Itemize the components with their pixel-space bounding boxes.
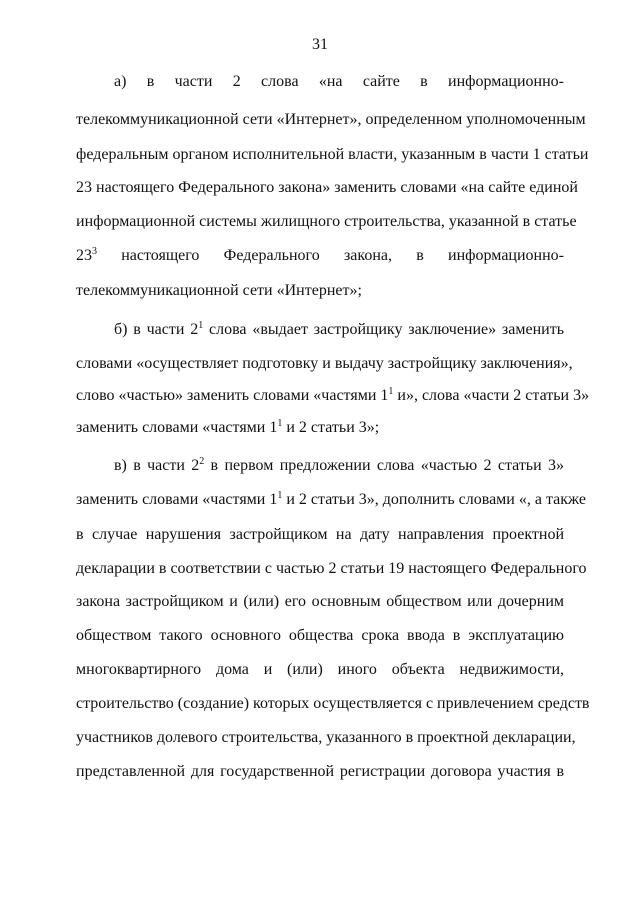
text-line — [76, 386, 590, 406]
line-text: слово «частью» заменить словами «частями 1 — [76, 387, 389, 404]
line-text: и», слова «части 2 статьи 3» — [393, 387, 590, 404]
superscript: 1 — [198, 320, 204, 331]
text-line: телекоммуникационной сети «Интернет», определенном уполномоченным — [76, 111, 586, 128]
text-line: участников долевого строительства, указанного в проектной декларации, — [76, 729, 576, 746]
superscript: 3 — [92, 246, 97, 257]
text-line: а) в части 2 слова «на сайте в информационно- — [114, 73, 564, 90]
line-text: 23 — [76, 247, 92, 264]
text-line — [76, 490, 586, 510]
line-text: заменить словами «частями 1 — [76, 419, 278, 436]
page-number: 31 — [312, 36, 328, 53]
line-text: б) в части 2 — [114, 321, 199, 338]
line-text: и 2 статьи 3»; — [282, 419, 380, 436]
text-line: строительство (создание) которых осуществляется с привлечением средств — [76, 695, 590, 712]
line-text: и 2 статьи 3», дополнить словами «, а также — [282, 491, 586, 508]
text-line: телекоммуникационной сети «Интернет»; — [76, 282, 362, 299]
line-text: настоящего Федерального закона, в информационно- — [97, 247, 564, 264]
superscript: 1 — [277, 418, 283, 429]
text-line: информационной системы жилищного строительства, указанной в статье — [76, 213, 577, 230]
text-line: словами «осуществляет подготовку и выдачу застройщику заключения», — [76, 355, 573, 372]
line-text: в первом предложении слова «частью 2 статьи 3» — [204, 457, 564, 474]
text-line — [114, 456, 564, 476]
text-line — [114, 320, 564, 340]
text-line: закона застройщиком и (или) его основным обществом или дочерним — [76, 593, 564, 610]
text-line: федеральным органом исполнительной власти, указанным в части 1 статьи — [76, 146, 589, 163]
text-line: в случае нарушения застройщиком на дату направления проектной — [76, 526, 564, 543]
text-line: многоквартирного дома и (или) иного объекта недвижимости, — [76, 661, 564, 678]
text-line: представленной для государственной регистрации договора участия в — [76, 763, 564, 780]
superscript: 2 — [199, 456, 205, 467]
line-text: слова «выдает застройщику заключение» заменить — [203, 321, 564, 338]
superscript: 1 — [277, 490, 283, 501]
line-text: в) в части 2 — [114, 457, 200, 474]
line-text: заменить словами «частями 1 — [76, 491, 278, 508]
text-line — [76, 418, 564, 438]
text-line: 23 настоящего Федерального закона» заменить словами «на сайте единой — [76, 179, 578, 196]
text-line: обществом такого основного общества срока ввода в эксплуатацию — [76, 627, 564, 644]
text-line: декларации в соответствии с частью 2 статьи 19 настоящего Федерального — [76, 560, 587, 577]
superscript: 1 — [388, 386, 394, 397]
text-line — [76, 246, 564, 266]
